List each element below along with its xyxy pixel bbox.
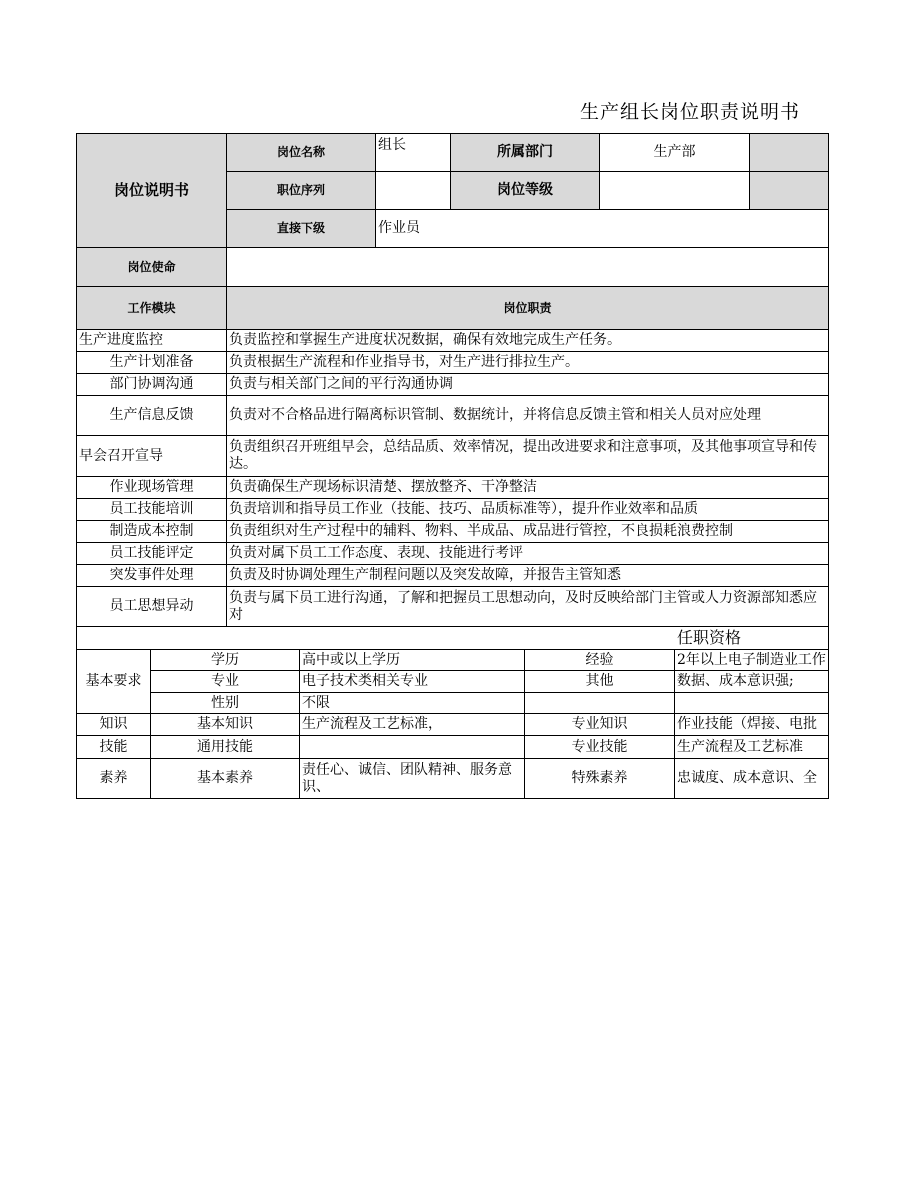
duty-module: 部门协调沟通 bbox=[76, 373, 227, 396]
other-label: 其他 bbox=[524, 670, 675, 693]
special-quality-value: 忠诚度、成本意识、全 bbox=[674, 758, 829, 799]
department-label: 所属部门 bbox=[450, 133, 600, 172]
gender-label: 性别 bbox=[150, 692, 300, 714]
sequence-label: 职位序列 bbox=[226, 171, 376, 210]
duty-module: 突发事件处理 bbox=[76, 564, 227, 587]
duty-module: 生产计划准备 bbox=[76, 351, 227, 374]
duty-text: 负责培训和指导员工作业（技能、技巧、品质标准等），提升作业效率和品质 bbox=[226, 498, 829, 521]
header-extra-cell bbox=[749, 171, 829, 210]
duty-module: 制造成本控制 bbox=[76, 520, 227, 543]
duty-text: 负责确保生产现场标识清楚、摆放整齐、干净整洁 bbox=[226, 476, 829, 499]
education-label: 学历 bbox=[150, 649, 300, 671]
duty-text: 负责根据生产流程和作业指导书，对生产进行排拉生产。 bbox=[226, 351, 829, 374]
duty-module: 早会召开宣导 bbox=[76, 435, 227, 477]
duty-module: 员工技能培训 bbox=[76, 498, 227, 521]
education-value: 高中或以上学历 bbox=[299, 649, 525, 671]
grade-label: 岗位等级 bbox=[450, 171, 600, 210]
major-value: 电子技术类相关专业 bbox=[299, 670, 525, 693]
gender-value: 不限 bbox=[299, 692, 525, 714]
skill-group: 技能 bbox=[76, 735, 151, 759]
pro-skill-value: 生产流程及工艺标准 bbox=[674, 735, 829, 759]
general-skill-value bbox=[299, 735, 525, 759]
basic-knowledge-value: 生产流程及工艺标准， bbox=[299, 713, 525, 736]
subordinate-label: 直接下级 bbox=[226, 209, 376, 248]
empty-cell bbox=[524, 692, 675, 714]
pro-knowledge-value: 作业技能（焊接、电批 bbox=[674, 713, 829, 736]
experience-value: 2年以上电子制造业工作 bbox=[674, 649, 829, 671]
page-title: 生产组长岗位职责说明书 bbox=[580, 101, 801, 123]
pro-skill-label: 专业技能 bbox=[524, 735, 675, 759]
experience-label: 经验 bbox=[524, 649, 675, 671]
position-name-value: 组长 bbox=[375, 133, 451, 172]
mission-label: 岗位使命 bbox=[76, 247, 227, 287]
department-value: 生产部 bbox=[599, 133, 750, 172]
other-value: 数据、成本意识强; bbox=[674, 670, 829, 693]
sequence-value bbox=[375, 171, 451, 210]
basic-group: 基本要求 bbox=[76, 649, 151, 714]
mission-value bbox=[226, 247, 829, 287]
duty-text: 负责及时协调处理生产制程问题以及突发故障，并报告主管知悉 bbox=[226, 564, 829, 587]
qualifications-heading-row bbox=[76, 626, 829, 650]
duty-module: 作业现场管理 bbox=[76, 476, 227, 499]
empty-cell bbox=[674, 692, 829, 714]
duty-text: 负责组织召开班组早会，总结品质、效率情况，提出改进要求和注意事项，及其他事项宣导和传达。 bbox=[226, 435, 829, 477]
knowledge-group: 知识 bbox=[76, 713, 151, 736]
doc-label: 岗位说明书 bbox=[76, 133, 227, 248]
duty-text: 负责与属下员工进行沟通，了解和把握员工思想动向，及时反映给部门主管或人力资源部知悉应对 bbox=[226, 586, 829, 627]
subordinate-value: 作业员 bbox=[375, 209, 829, 248]
basic-knowledge-label: 基本知识 bbox=[150, 713, 300, 736]
duty-module: 生产信息反馈 bbox=[76, 395, 227, 436]
basic-quality-label: 基本素养 bbox=[150, 758, 300, 799]
duty-module: 员工技能评定 bbox=[76, 542, 227, 565]
duty-text: 负责与相关部门之间的平行沟通协调 bbox=[226, 373, 829, 396]
duty-module: 生产进度监控 bbox=[76, 329, 227, 352]
duty-text: 负责组织对生产过程中的辅料、物料、半成品、成品进行管控，不良损耗浪费控制 bbox=[226, 520, 829, 543]
basic-quality-value: 责任心、诚信、团队精神、服务意识、 bbox=[299, 758, 525, 799]
quality-group: 素养 bbox=[76, 758, 151, 799]
duty-text: 负责对属下员工工作态度、表现、技能进行考评 bbox=[226, 542, 829, 565]
header-extra-cell bbox=[749, 133, 829, 172]
duty-text: 负责对不合格品进行隔离标识管制、数据统计，并将信息反馈主管和相关人员对应处理 bbox=[226, 395, 829, 436]
grade-value bbox=[599, 171, 750, 210]
qualifications-heading: 任职资格 bbox=[677, 628, 742, 647]
position-name-label: 岗位名称 bbox=[226, 133, 376, 172]
general-skill-label: 通用技能 bbox=[150, 735, 300, 759]
duty-text: 负责监控和掌握生产进度状况数据，确保有效地完成生产任务。 bbox=[226, 329, 829, 352]
pro-knowledge-label: 专业知识 bbox=[524, 713, 675, 736]
duty-module: 员工思想异动 bbox=[76, 586, 227, 627]
major-label: 专业 bbox=[150, 670, 300, 693]
duty-header: 岗位职责 bbox=[226, 286, 829, 330]
special-quality-label: 特殊素养 bbox=[524, 758, 675, 799]
module-header: 工作模块 bbox=[76, 286, 227, 330]
